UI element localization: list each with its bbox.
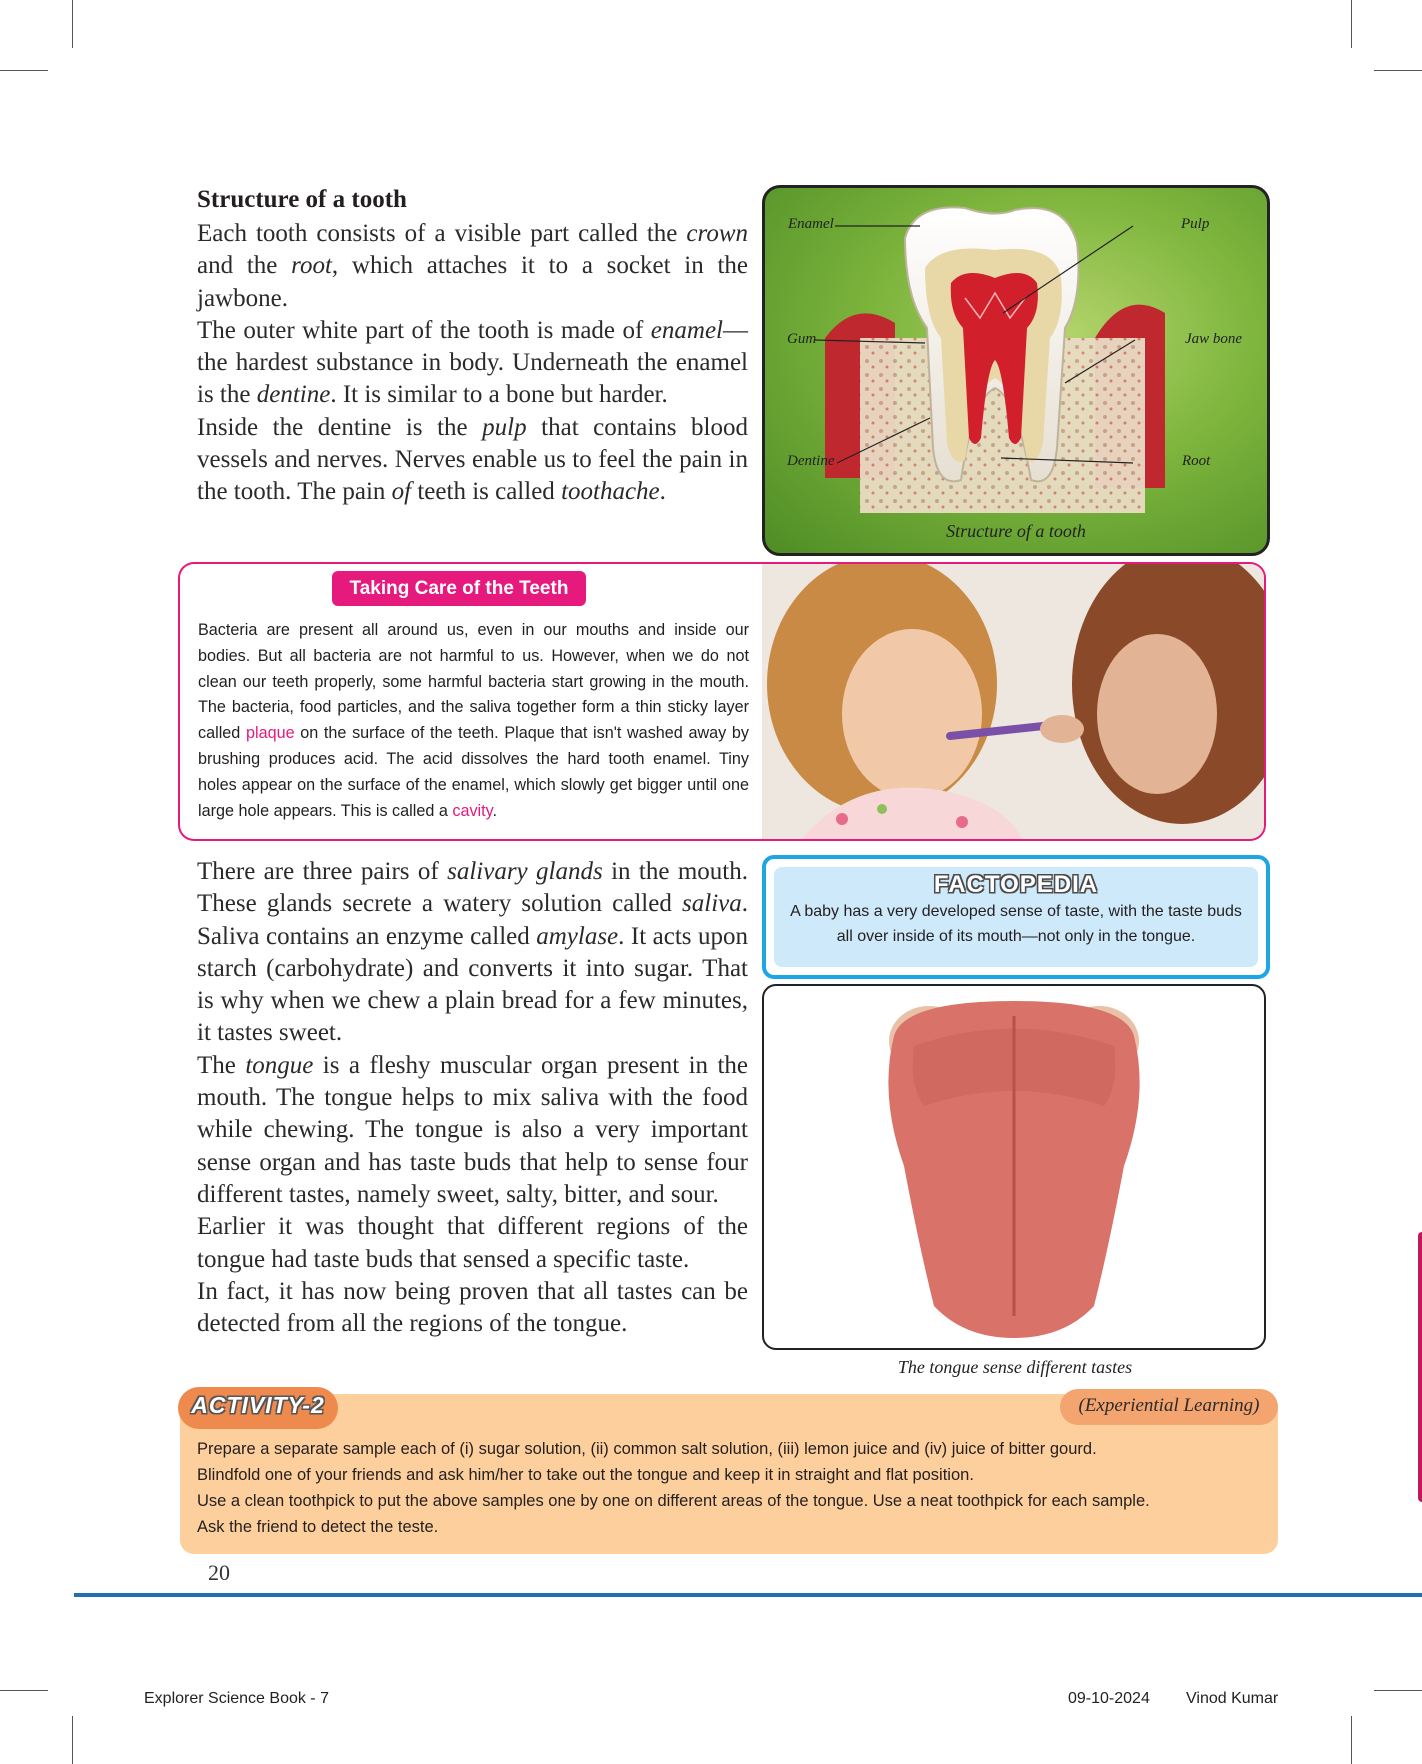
factopedia-text: A baby has a very developed sense of taste, with the taste buds all over inside of its mouth—not only in the tongue. (790, 903, 1242, 945)
experiential-learning-tag: (Experiential Learning) (1060, 1389, 1278, 1425)
brushing-illustration (762, 564, 1264, 839)
tooth-structure-figure (762, 185, 1270, 556)
term-cavity: cavity (452, 801, 493, 820)
activity-title: ACTIVITY-2 (191, 1392, 325, 1418)
footer-book-title: Explorer Science Book - 7 (144, 1690, 329, 1707)
label-dentine: Dentine (787, 453, 835, 469)
care-box-title: Taking Care of the Teeth (332, 571, 586, 606)
footer-date: 09-10-2024 (1068, 1690, 1150, 1707)
factopedia-box (762, 855, 1270, 979)
figure-caption: Structure of a tooth (946, 521, 1086, 541)
crop-mark (1351, 0, 1352, 48)
label-jaw-bone: Jaw bone (1185, 331, 1243, 347)
label-enamel: Enamel (788, 216, 834, 232)
activity-line: Prepare a separate sample each of (i) sugar solution, (ii) common salt solution, (iii) lemon juice and (iv) juice of bitter gourd. (197, 1440, 1097, 1458)
side-tab (1418, 1232, 1422, 1502)
crop-mark (1374, 70, 1422, 71)
paragraph: There are three pairs of salivary glands in the mouth. These glands secrete a watery solution called saliva. Saliva contains an enzyme called amylase. It acts upon starch (carbohydrate) and converts it into sugar. That is why when we chew a plain bread for a few minutes, it tastes sweet. (197, 858, 748, 1047)
label-gum: Gum (787, 331, 817, 347)
crop-mark (1351, 1716, 1352, 1764)
paragraph: In fact, it has now being proven that all tastes can be detected from all the regions of the tongue. (197, 1277, 748, 1338)
paragraph: Earlier it was thought that different regions of the tongue had taste buds that sensed a specific taste. (197, 1213, 748, 1273)
tooth-illustration (765, 188, 1267, 553)
activity-badge (178, 1387, 338, 1429)
label-pulp: Pulp (1181, 216, 1210, 232)
paragraph: The tongue is a fleshy muscular organ present in the mouth. The tongue helps to mix saliva with the food while chewing. The tongue is also a very important sense organ and has taste buds that help to sense four different tastes, namely sweet, salty, bitter, and sour. (197, 1051, 749, 1208)
tongue-illustration (764, 986, 1264, 1348)
crop-mark (1374, 1690, 1422, 1691)
care-box (178, 562, 766, 841)
factopedia-title: FACTOPEDIA (933, 871, 1099, 898)
activity-line: Ask the friend to detect the teste. (197, 1518, 439, 1536)
tongue-figure (762, 984, 1266, 1350)
page-number: 20 (208, 1560, 230, 1585)
tongue-caption: The tongue sense different tastes (897, 1357, 1133, 1377)
term-plaque: plaque (245, 724, 295, 743)
care-box-text: Bacteria are present all around us, even in our mouths and inside our bodies. But all bacteria are not harmful to us. However, when we do not clean our teeth properly, some harmful bacteria start growing in the mouth. The bacteria, food particles, and the saliva together form a thin sticky layer called plaque on the surface of the teeth. Plaque that isn't washed away by brushing produces acid. The acid dissolves the hard tooth enamel. Tiny holes appear on the surface of the enamel, which slowly get bigger until one large hole appears. This is called a cavity. (198, 621, 749, 820)
activity-instructions (197, 1436, 1267, 1540)
section-heading: Structure of a tooth (197, 186, 407, 213)
paragraph: Each tooth consists of a visible part called the crown and the root, which attaches it to a socket in the jawbone. (197, 220, 749, 312)
crop-mark (72, 0, 73, 48)
tooth-structure-text (197, 218, 748, 509)
crop-mark (72, 1716, 73, 1764)
label-root: Root (1182, 453, 1211, 469)
crop-mark (0, 70, 48, 71)
crop-mark (0, 1690, 48, 1691)
paragraph: The outer white part of the tooth is made of enamel—the hardest substance in body. Underneath the enamel is the dentine. It is similar to a bone but harder. (197, 316, 748, 409)
activity-line: Use a clean toothpick to put the above samples one by one on different areas of the tongue. Use a neat toothpick for each sample. (197, 1492, 1150, 1510)
paragraph: Inside the dentine is the pulp that contains blood vessels and nerves. Nerves enable us to feel the pain in the tooth. The pain of teeth is called toothache. (197, 413, 748, 506)
footer-name: Vinod Kumar (1186, 1690, 1279, 1707)
child-brushing-photo (762, 562, 1266, 841)
saliva-tongue-text (197, 856, 748, 1340)
bottom-rule (74, 1593, 1422, 1597)
activity-line: Blindfold one of your friends and ask him/her to take out the tongue and keep it in straight and flat position. (197, 1466, 974, 1484)
